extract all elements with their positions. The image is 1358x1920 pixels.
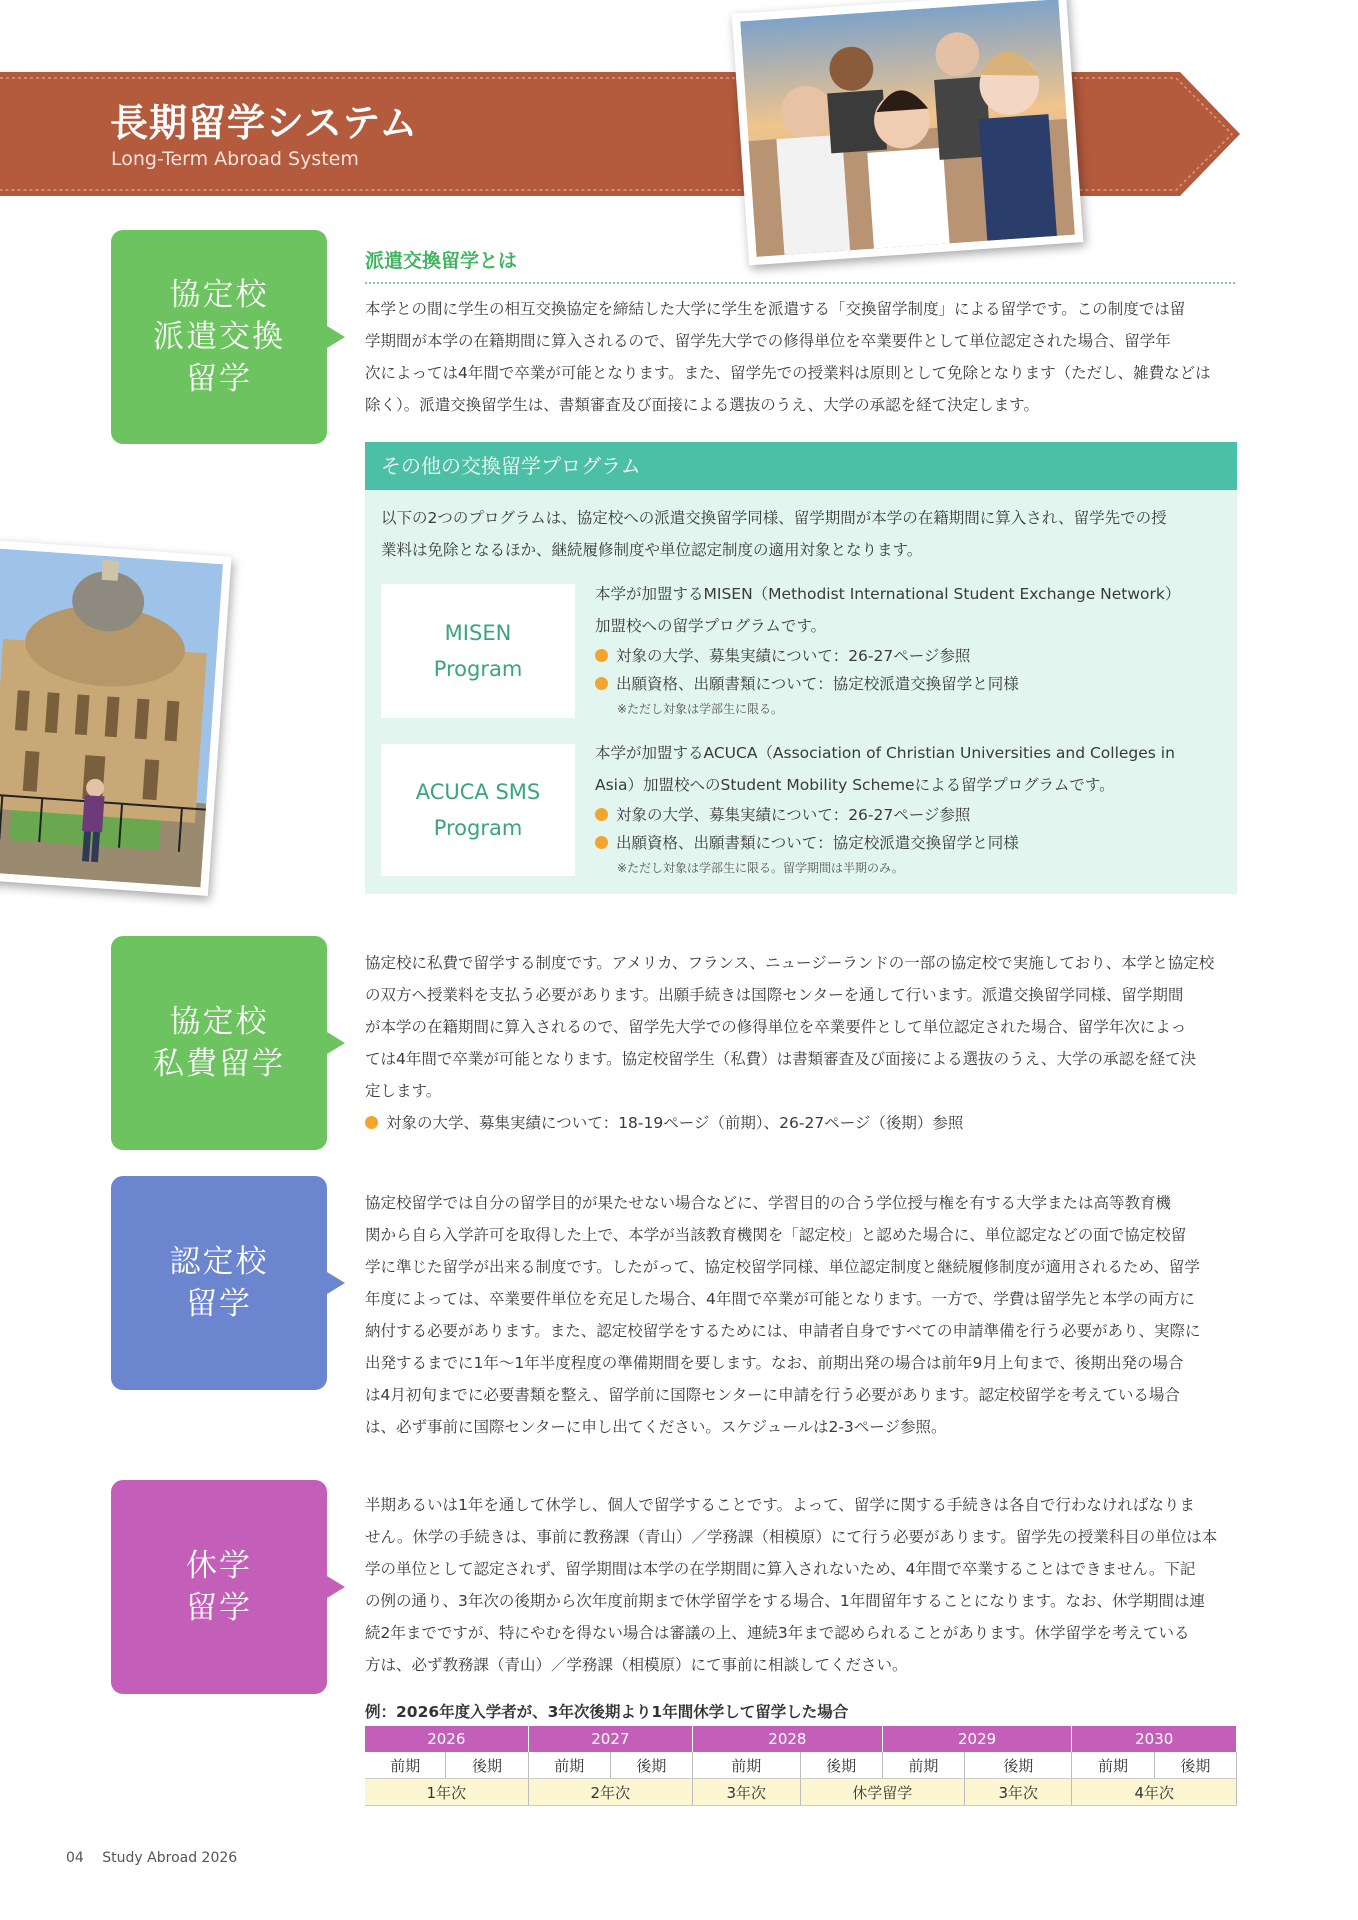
bullet-text: 対象の大学、募集実績について：26-27ページ参照: [616, 647, 971, 665]
bullet-item: [595, 829, 1235, 857]
pointer-arrow: [327, 1272, 345, 1294]
intro-line: 業料は免除となるほか、継続履修制度や単位認定制度の適用対象となります。: [381, 541, 923, 559]
bullet-item: [595, 801, 1235, 829]
box-line: 休学: [186, 1548, 252, 1584]
body-line: 方は、必ず教務課（青山）／学務課（相模原）にて事前に相談してください。: [365, 1656, 908, 1674]
bullet-dot-icon: [595, 808, 608, 821]
grade-cell: 3年次: [693, 1779, 800, 1806]
term-cell: 後期: [964, 1752, 1071, 1779]
section-heading-haken: 派遣交換留学とは: [365, 250, 518, 272]
body-line: ては4年間で卒業が可能となります。協定校留学生（私費）は書類審査及び面接による選抜のうえ、大学の承認を経て決: [365, 1050, 1197, 1068]
section-box-shihi: [111, 936, 327, 1150]
body-line: 除く）。派遣交換留学生は、書類審査及び面接による選抜のうえ、大学の承認を経て決定します。: [365, 396, 1039, 414]
page-title: 長期留学システム: [110, 101, 419, 145]
body-line: は4月初旬までに必要書類を整え、留学前に国際センターに申請を行う必要があります。認定校留学を考えている場合: [365, 1386, 1180, 1404]
body-line: 協定校に私費で留学する制度です。アメリカ、フランス、ニュージーランドの一部の協定校で実施しており、本学と協定校: [365, 954, 1215, 972]
program-note: ※ただし対象は学部生に限る。留学期間は半期のみ。: [617, 861, 904, 875]
desc-line: 本学が加盟するACUCA（Association of Christian Universities and Colleges in: [595, 744, 1175, 762]
program-desc-acuca: [595, 737, 1235, 879]
bullet-dot-icon: [365, 1116, 378, 1129]
program-desc-misen: [595, 578, 1235, 720]
desc-line: 本学が加盟するMISEN（Methodist International Student Exchange Network）: [595, 585, 1181, 603]
program-name-line: ACUCA SMS: [415, 780, 541, 804]
bullet-dot-icon: [595, 649, 608, 662]
program-name-line: Program: [433, 657, 523, 681]
program-name-acuca: [381, 744, 575, 876]
body-line: 定します。: [365, 1082, 442, 1100]
page-number: 04: [66, 1850, 84, 1866]
pointer-arrow: [327, 1576, 345, 1598]
table-row-grades: [365, 1779, 1237, 1806]
box-line: 協定校: [169, 277, 269, 313]
box-line: 留学: [186, 361, 252, 397]
term-cell: 前期: [693, 1752, 800, 1779]
intro-line: 以下の2つのプログラムは、協定校への派遣交換留学同様、留学期間が本学の在籍期間に算入され、留学先での授: [381, 509, 1167, 527]
year-cell: 2029: [882, 1726, 1072, 1752]
year-cell: 2027: [528, 1726, 692, 1752]
box-line: 認定校: [169, 1244, 269, 1280]
body-line: 学に準じた留学が出来る制度です。したがって、協定校留学同様、単位認定制度と継続履修制度が適用されるため、留学: [365, 1258, 1200, 1276]
table-row-terms: [365, 1752, 1237, 1779]
body-line: の例の通り、3年次の後期から次年度前期まで休学留学をする場合、1年間留年することになります。なお、休学期間は連: [365, 1592, 1205, 1610]
dotted-divider: [365, 282, 1235, 284]
section-box-kyugaku: [111, 1480, 327, 1694]
body-line: 関から自ら入学許可を取得した上で、本学が当該教育機関を「認定校」と認めた場合に、単位認定などの面で協定校留: [365, 1226, 1187, 1244]
program-name-misen: [381, 584, 575, 718]
bullet-text: 対象の大学、募集実績について：18-19ページ（前期）、26-27ページ（後期）参照: [386, 1114, 964, 1132]
program-note: ※ただし対象は学部生に限る。: [617, 702, 784, 716]
term-cell: 後期: [446, 1752, 528, 1779]
section-body-shihi: [365, 947, 1245, 1139]
section-body-kyugaku: [365, 1489, 1245, 1681]
other-programs-intro: [381, 502, 1231, 566]
bullet-item: [595, 670, 1235, 698]
year-cell: 2026: [365, 1726, 528, 1752]
pointer-arrow: [327, 326, 345, 348]
body-line: 学の単位として認定されず、留学期間は本学の在学期間に算入されないため、4年間で卒業することはできません。下記: [365, 1560, 1196, 1578]
bullet-text: 出願資格、出願書類について：協定校派遣交換留学と同様: [616, 675, 1019, 693]
body-line: の双方へ授業料を支払う必要があります。出願手続きは国際センターを通して行います。派遣交換留学同様、留学期間: [365, 986, 1184, 1004]
bullet-text: 対象の大学、募集実績について：26-27ページ参照: [616, 806, 971, 824]
section-body-nintei: [365, 1187, 1245, 1443]
term-cell: 後期: [1154, 1752, 1236, 1779]
desc-line: 加盟校への留学プログラムです。: [595, 617, 827, 635]
grade-cell: 1年次: [365, 1779, 528, 1806]
term-cell: 前期: [882, 1752, 964, 1779]
program-name-line: Program: [433, 816, 523, 840]
box-line: 留学: [186, 1286, 252, 1322]
table-caption: 例：2026年度入学者が、3年次後期より1年間休学して留学した場合: [365, 1703, 849, 1721]
grade-cell: 3年次: [964, 1779, 1071, 1806]
table-row-years: [365, 1726, 1237, 1752]
body-line: 次によっては4年間で卒業が可能となります。また、留学先での授業料は原則として免除となります（ただし、雑費などは: [365, 364, 1211, 382]
other-programs-heading: その他の交換留学プログラム: [365, 442, 1237, 490]
term-cell: 前期: [1072, 1752, 1154, 1779]
radcliffe-camera-photo: [0, 540, 232, 896]
grade-cell: 休学留学: [800, 1779, 964, 1806]
page-footer: [66, 1850, 237, 1866]
term-cell: 後期: [610, 1752, 692, 1779]
bullet-dot-icon: [595, 836, 608, 849]
page-subtitle: Long-Term Abroad System: [111, 148, 359, 170]
schedule-table: [365, 1726, 1237, 1806]
body-line: 学期間が本学の在籍期間に算入されるので、留学先大学での修得単位を卒業要件として単位認定された場合、留学年: [365, 332, 1171, 350]
body-line: 年度によっては、卒業要件単位を充足した場合、4年間で卒業が可能となります。一方で、学費は留学先と本学の両方に: [365, 1290, 1195, 1308]
bullet-item: [365, 1107, 1245, 1139]
box-line: 派遣交換: [153, 319, 285, 355]
body-line: 出発するまでに1年〜1年半度程度の準備期間を要します。なお、前期出発の場合は前年9月上旬まで、後期出発の場合: [365, 1354, 1184, 1372]
section-box-nintei: [111, 1176, 327, 1390]
term-cell: 前期: [528, 1752, 610, 1779]
beach-group-photo: [732, 0, 1084, 265]
body-line: 半期あるいは1年を通して休学し、個人で留学することです。よって、留学に関する手続きは各自で行わなければなりま: [365, 1496, 1195, 1514]
program-name-line: MISEN: [444, 621, 512, 645]
body-line: 協定校留学では自分の留学目的が果たせない場合などに、学習目的の合う学位授与権を有する大学または高等教育機: [365, 1194, 1172, 1212]
bullet-text: 出願資格、出願書類について：協定校派遣交換留学と同様: [616, 834, 1019, 852]
grade-cell: 2年次: [528, 1779, 692, 1806]
box-line: 私費留学: [153, 1046, 285, 1082]
body-line: が本学の在籍期間に算入されるので、留学先大学での修得単位を卒業要件として単位認定された場合、留学年次によっ: [365, 1018, 1187, 1036]
bullet-dot-icon: [595, 677, 608, 690]
body-line: は、必ず事前に国際センターに申し出てください。スケジュールは2-3ページ参照。: [365, 1418, 947, 1436]
pointer-arrow: [327, 1032, 345, 1054]
term-cell: 前期: [365, 1752, 446, 1779]
body-line: 納付する必要があります。また、認定校留学をするためには、申請者自身ですべての申請準備を行う必要があり、実際に: [365, 1322, 1201, 1340]
section-body-haken: [365, 293, 1245, 421]
term-cell: 後期: [800, 1752, 882, 1779]
desc-line: Asia）加盟校へのStudent Mobility Schemeによる留学プログラムです。: [595, 776, 1115, 794]
year-cell: 2030: [1072, 1726, 1237, 1752]
section-box-haken: [111, 230, 327, 444]
year-cell: 2028: [693, 1726, 883, 1752]
box-line: 留学: [186, 1590, 252, 1626]
bullet-item: [595, 642, 1235, 670]
body-line: 続2年までですが、特にやむを得ない場合は審議の上、連続3年まで認められることがあります。休学留学を考えている: [365, 1624, 1190, 1642]
footer-title: Study Abroad 2026: [102, 1850, 238, 1866]
box-line: 協定校: [169, 1004, 269, 1040]
grade-cell: 4年次: [1072, 1779, 1237, 1806]
body-line: 本学との間に学生の相互交換協定を締結した大学に学生を派遣する「交換留学制度」による留学です。この制度では留: [365, 300, 1186, 318]
body-line: せん。休学の手続きは、事前に教務課（青山）／学務課（相模原）にて行う必要があります。留学先の授業科目の単位は本: [365, 1528, 1218, 1546]
